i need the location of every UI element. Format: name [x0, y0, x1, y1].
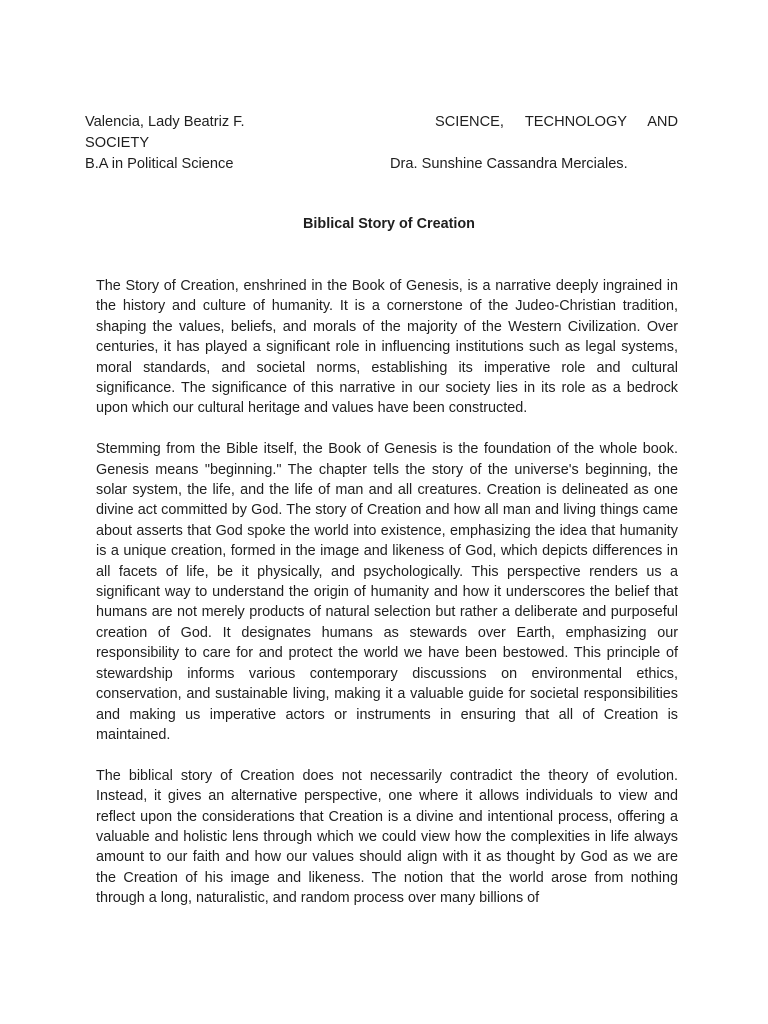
- program: B.A in Political Science: [85, 155, 234, 172]
- author-name: Valencia, Lady Beatriz F.: [85, 114, 245, 130]
- body-paragraph: Stemming from the Bible itself, the Book of Genesis is the foundation of the whole book. Genesis means "beginning." The chapter tells the story of the universe's beginning, the solar system, the life, and the life of man and all creatures. Creation is delineated as one divine act committed by God. The story of Creation and how all man and living things came about asserts that God spoke the world into existence, emphasizing the idea that humanity is a unique creation, formed in the image and likeness of God, which depicts differences in all facets of life, be it physically, and psychologically. This perspective renders us a significant way to understand the origin of humanity and how it underscores the belief that humans are not merely products of natural selection but rather a deliberate and purposeful creation of God. It designates humans as stewards over Earth, emphasizing our responsibility to care for and protect the world we have been bestowed. This principle of stewardship informs various contemporary discussions on environmental ethics, conservation, and sustainable living, making it a valuable guide for societal responsibilities and making us imperative actors or instruments in ensuring that all of Creation is maintained.: [96, 441, 678, 743]
- course-title-line1: [435, 112, 678, 133]
- body-paragraph: The Story of Creation, enshrined in the Book of Genesis, is a narrative deeply ingrained in the history and culture of humanity. It is a cornerstone of the Judeo-Christian tradition, shaping the values, beliefs, and morals of the majority of the Western Civilization. Over centuries, it has played a significant role in influencing institutions such as legal systems, moral standards, and societal norms, establishing its imperative role and cultural significance. The significance of this narrative in our society lies in its role as a bedrock upon which our cultural heritage and values have been constructed.: [96, 278, 678, 417]
- course-title-line2: SOCIETY: [85, 134, 150, 151]
- header-row-3: [85, 154, 678, 175]
- header-row-1: [85, 112, 678, 133]
- document-title: Biblical Story of Creation: [303, 216, 475, 232]
- header-row-2: [85, 133, 678, 154]
- document-body: [96, 276, 678, 929]
- course-title-word: SCIENCE,: [435, 114, 504, 130]
- document-header: [85, 112, 678, 174]
- course-title-word: AND: [647, 114, 678, 130]
- course-title-word: TECHNOLOGY: [524, 114, 627, 130]
- instructor: Dra. Sunshine Cassandra Merciales.: [390, 155, 628, 172]
- body-paragraph: The biblical story of Creation does not necessarily contradict the theory of evolution. Instead, it gives an alternative perspective, one where it allows individuals to view and reflect upon the considerations that Creation is a divine and intentional process, offering a valuable and holistic lens through which we could view how the complexities in life always amount to our faith and how our values should align with it as thought by God as we are the Creation of his image and likeness. The notion that the world arose from nothing through a long, naturalistic, and random process over many billions of: [96, 767, 678, 907]
